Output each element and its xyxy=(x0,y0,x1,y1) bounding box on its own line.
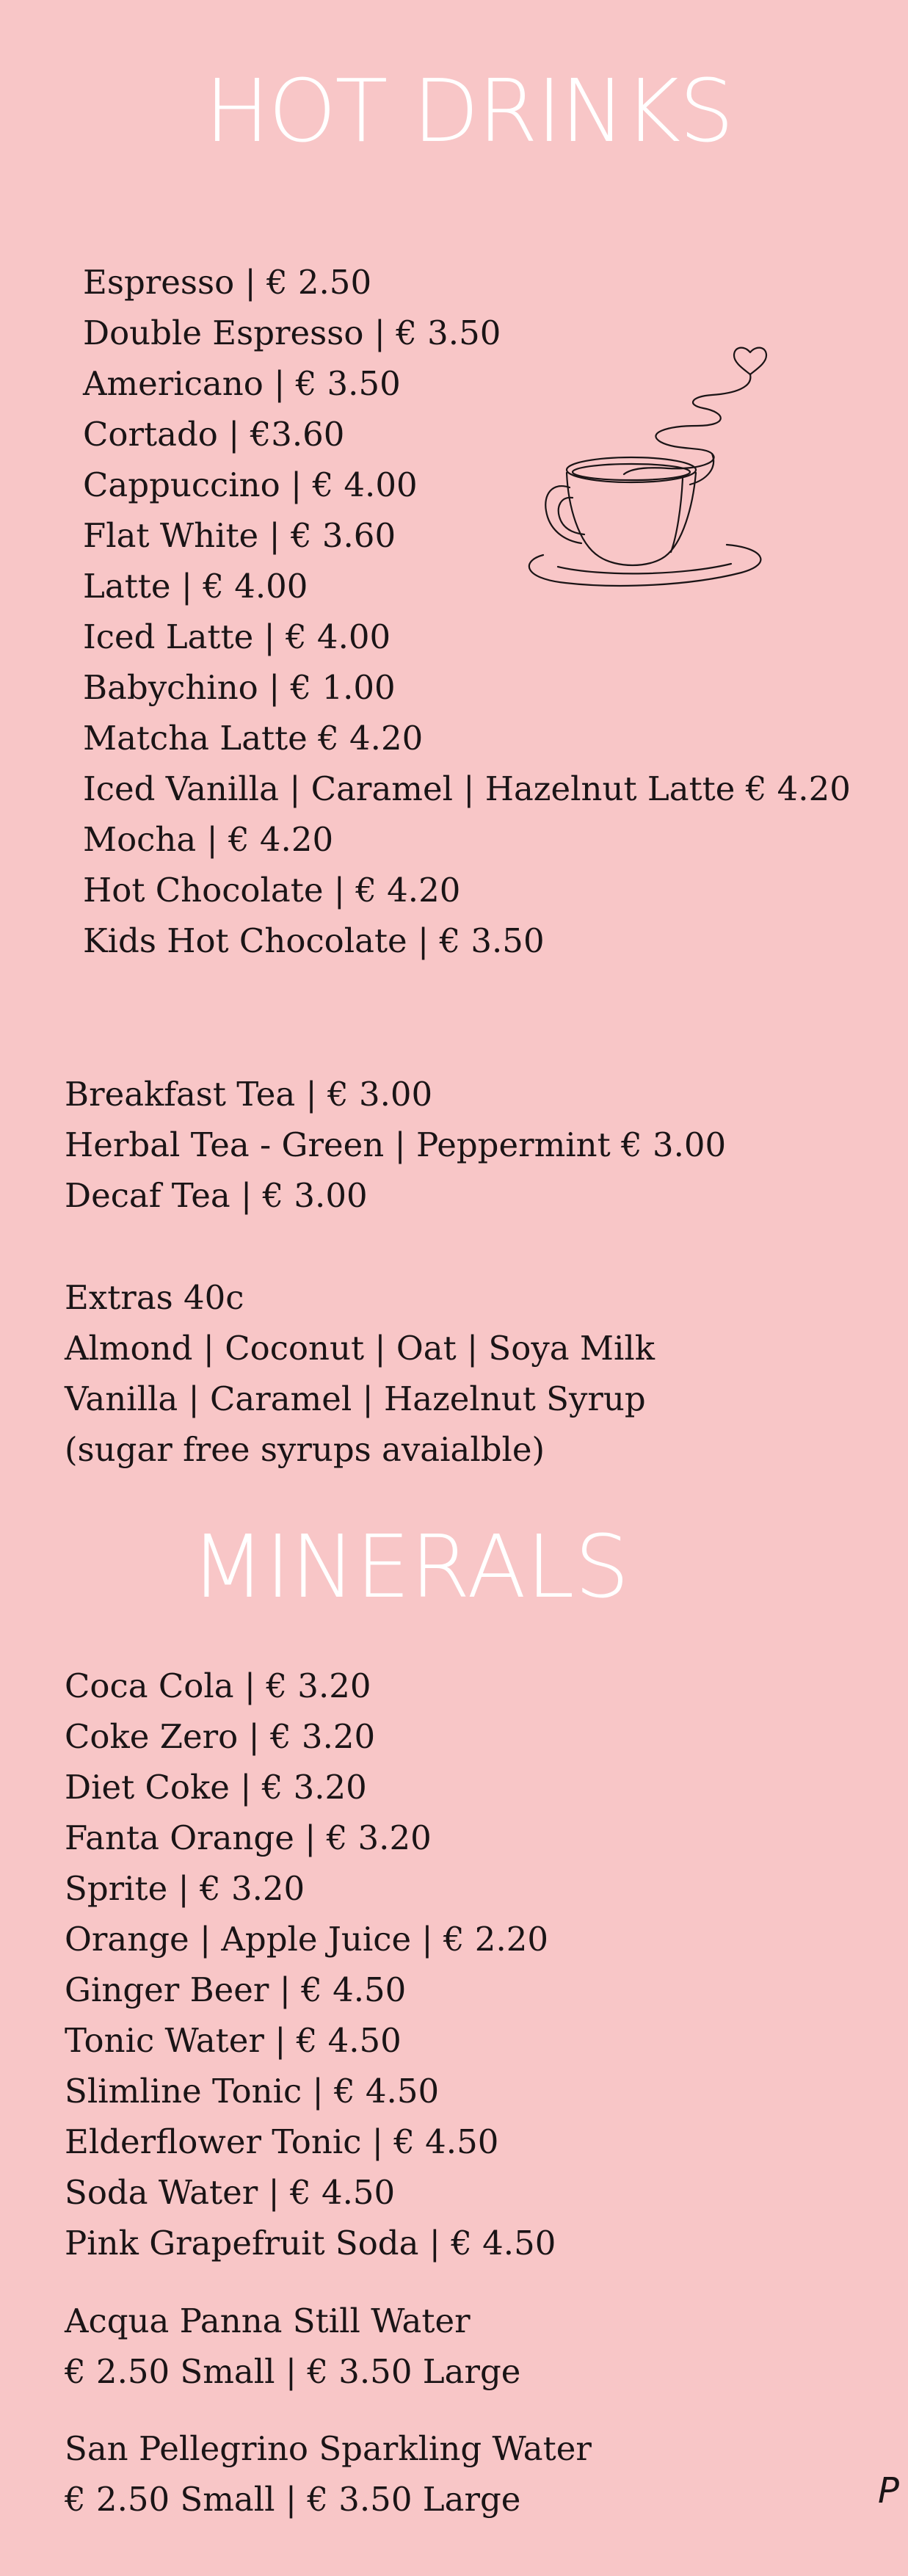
sparkling-water-item xyxy=(65,2423,592,2525)
list-item: Vanilla | Caramel | Hazelnut Syrup xyxy=(65,1379,646,1418)
list-item: Ginger Beer | € 4.50 xyxy=(65,1970,407,2009)
list-item: Extras 40c xyxy=(65,1278,244,1317)
list-item: Latte | € 4.00 xyxy=(83,567,308,606)
list-item: Espresso | € 2.50 xyxy=(83,263,372,302)
list-item: Hot Chocolate | € 4.20 xyxy=(83,871,461,910)
list-item: Cortado | €3.60 xyxy=(83,415,345,454)
minerals-list xyxy=(65,1661,556,2268)
list-item: Mocha | € 4.20 xyxy=(83,820,334,859)
water-price: € 2.50 Small | € 3.50 Large xyxy=(65,2480,521,2519)
list-item: Fanta Orange | € 3.20 xyxy=(65,1818,432,1857)
list-item: Babychino | € 1.00 xyxy=(83,668,396,707)
list-item: Elderflower Tonic | € 4.50 xyxy=(65,2122,499,2161)
list-item: Almond | Coconut | Oat | Soya Milk xyxy=(65,1329,655,1368)
list-item: Cappuccino | € 4.00 xyxy=(83,465,418,504)
extras-list xyxy=(65,1272,655,1475)
water-name: Acqua Panna Still Water xyxy=(65,2301,471,2340)
list-item: (sugar free syrups avaialble) xyxy=(65,1430,545,1469)
list-item: Iced Latte | € 4.00 xyxy=(83,617,391,656)
list-item: Double Espresso | € 3.50 xyxy=(83,313,501,352)
list-item: Matcha Latte € 4.20 xyxy=(83,719,424,758)
coffee-cup-with-heart-steam-icon xyxy=(514,323,785,602)
list-item: Slimline Tonic | € 4.50 xyxy=(65,2072,440,2111)
cropped-edge-letter: P xyxy=(878,2470,899,2511)
water-name: San Pellegrino Sparkling Water xyxy=(65,2429,592,2468)
list-item: Tonic Water | € 4.50 xyxy=(65,2021,402,2060)
list-item: Diet Coke | € 3.20 xyxy=(65,1768,367,1807)
list-item: Flat White | € 3.60 xyxy=(83,516,396,555)
list-item: Soda Water | € 4.50 xyxy=(65,2173,396,2212)
list-item: Orange | Apple Juice | € 2.20 xyxy=(65,1920,549,1959)
list-item: Coke Zero | € 3.20 xyxy=(65,1717,376,1756)
list-item: Iced Vanilla | Caramel | Hazelnut Latte € 4.20 xyxy=(83,769,851,808)
water-price: € 2.50 Small | € 3.50 Large xyxy=(65,2352,521,2391)
list-item: Kids Hot Chocolate | € 3.50 xyxy=(83,921,545,960)
list-item: Pink Grapefruit Soda | € 4.50 xyxy=(65,2224,556,2263)
hot-drinks-title: HOT DRINKS xyxy=(204,60,733,162)
list-item: Decaf Tea | € 3.00 xyxy=(65,1176,368,1215)
list-item: Herbal Tea - Green | Peppermint € 3.00 xyxy=(65,1125,727,1164)
list-item: Sprite | € 3.20 xyxy=(65,1869,305,1908)
list-item: Breakfast Tea | € 3.00 xyxy=(65,1075,433,1114)
list-item: Americano | € 3.50 xyxy=(83,364,401,403)
minerals-title: MINERALS xyxy=(190,1516,630,1617)
list-item: Coca Cola | € 3.20 xyxy=(65,1666,371,1705)
tea-list xyxy=(65,1069,726,1221)
still-water-item xyxy=(65,2296,520,2397)
